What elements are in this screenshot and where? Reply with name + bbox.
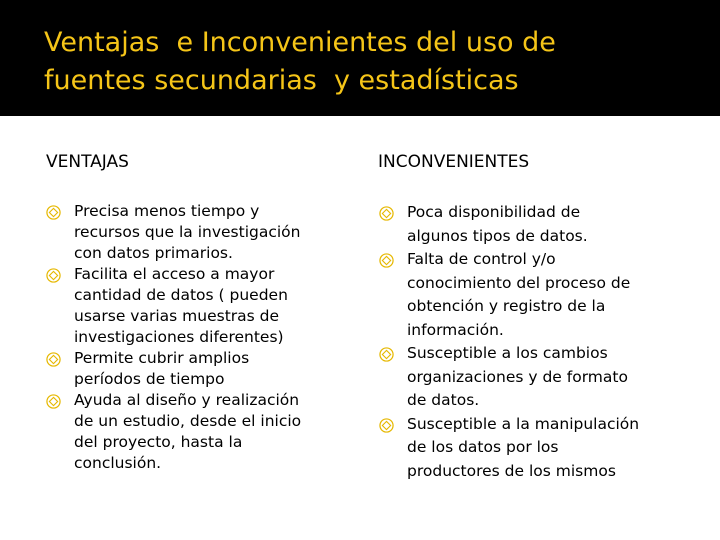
diamond-bullet-icon xyxy=(46,268,61,283)
list-item-text: Poca disponibilidad de algunos tipos de datos. xyxy=(407,203,588,245)
ventajas-heading: VENTAJAS xyxy=(46,152,129,172)
list-item xyxy=(377,413,683,484)
list-item xyxy=(377,201,683,248)
diamond-bullet-icon xyxy=(379,346,394,361)
diamond-bullet-icon xyxy=(379,417,394,432)
list-item-text: Precisa menos tiempo y recursos que la investigación con datos primarios. xyxy=(74,202,301,262)
diamond-bullet-icon xyxy=(379,205,394,220)
title-band xyxy=(0,0,720,116)
slide-title: Ventajas e Inconvenientes del uso de fuentes secundarias y estadísticas xyxy=(44,27,556,96)
list-item xyxy=(44,201,344,264)
list-item-text: Falta de control y/o conocimiento del proceso de obtención y registro de la información. xyxy=(407,250,631,339)
diamond-bullet-icon xyxy=(379,252,394,267)
inconvenientes-list xyxy=(377,201,683,483)
diamond-bullet-icon xyxy=(46,205,61,220)
list-item xyxy=(44,390,344,474)
diamond-bullet-icon xyxy=(46,352,61,367)
list-item-text: Ayuda al diseño y realización de un estudio, desde el inicio del proyecto, hasta la conclusión. xyxy=(74,391,302,472)
list-item-text: Susceptible a los cambios organizaciones y de formato de datos. xyxy=(407,344,628,409)
list-item xyxy=(44,264,344,348)
list-item xyxy=(377,248,683,342)
list-item-text: Facilita el acceso a mayor cantidad de datos ( pueden usarse varias muestras de investigaciones diferentes) xyxy=(74,265,288,346)
list-item xyxy=(377,342,683,413)
list-item-text: Permite cubrir amplios períodos de tiempo xyxy=(74,349,250,388)
diamond-bullet-icon xyxy=(46,394,61,409)
ventajas-list xyxy=(44,201,344,474)
inconvenientes-heading: INCONVENIENTES xyxy=(378,152,530,172)
list-item-text: Susceptible a la manipulación de los datos por los productores de los mismos xyxy=(407,414,640,480)
list-item xyxy=(44,348,344,390)
